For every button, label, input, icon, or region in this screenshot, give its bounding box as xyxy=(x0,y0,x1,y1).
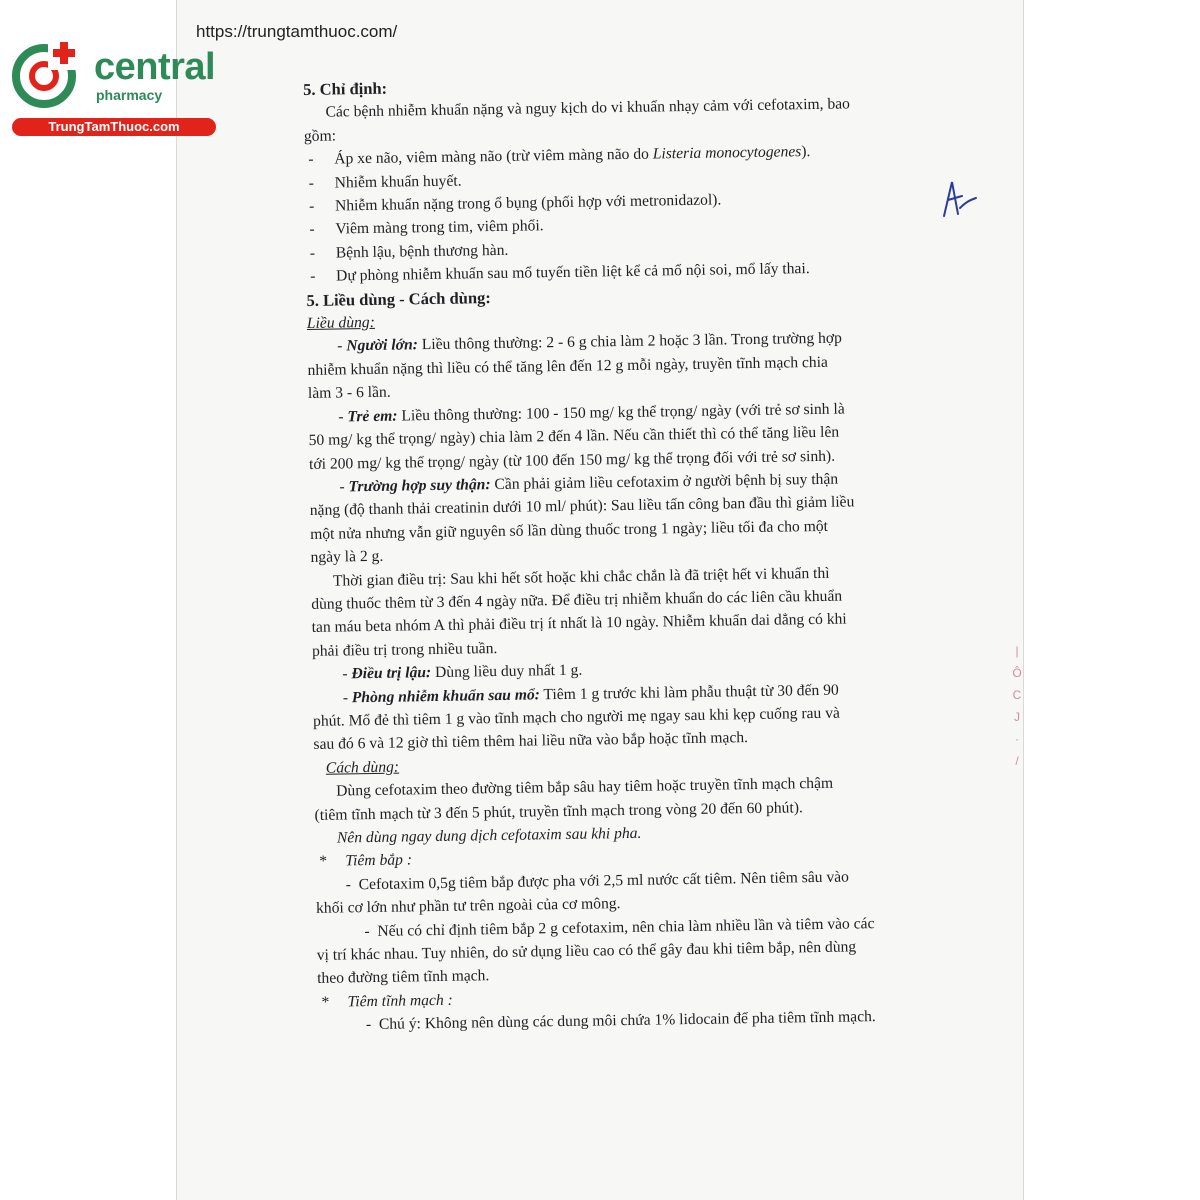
child-dose-line: tới 200 mg/ kg thể trọng/ ngày (từ 100 đến 150 mg/ kg thể trọng đối với trẻ sơ sinh). xyxy=(308,447,836,473)
usage-line: Dùng cefotaxim theo đường tiêm bắp sâu hay tiêm hoặc truyền tĩnh mạch chậm xyxy=(336,774,834,800)
brand-logo[interactable] xyxy=(8,36,218,136)
renal-dose-line: ngày là 2 g. xyxy=(310,547,384,567)
left-margin xyxy=(0,0,176,1200)
iv-line: - Chú ý: Không nên dùng các dung môi chứa 1% lidocain để pha tiêm tĩnh mạch. xyxy=(365,1008,876,1034)
indication-item: - Bệnh lậu, bệnh thương hàn. xyxy=(309,241,509,262)
im-subheading: * Tiêm bắp : xyxy=(319,851,413,871)
child-dose-line: 50 mg/ kg thể trọng/ ngày) chia làm 2 đến 4 lần. Nếu cần thiết thì có thể tăng liều lên xyxy=(308,423,840,450)
duration-line: Thời gian điều trị: Sau khi hết sốt hoặc khi chắc chắn là đã triệt hết vi khuẩn thì xyxy=(332,564,830,590)
duration-line: tan máu beta nhóm A thì phải điều trị ít nhất là 10 ngày. Nhiễm khuẩn dai dẳng có khi xyxy=(311,610,847,637)
im-line: khối cơ lớn như phần tư trên ngoài của cơ mông. xyxy=(315,895,621,918)
logo-subtitle: pharmacy xyxy=(96,87,163,103)
signature-mark xyxy=(940,178,980,220)
iv-subheading: * Tiêm tĩnh mạch : xyxy=(321,991,453,1011)
child-dose-line: - Trẻ em: Liều thông thường: 100 - 150 mg/ kg thể trọng/ ngày (với trẻ sơ sinh là xyxy=(338,400,845,426)
indication-intro-line: Các bệnh nhiễm khuẩn nặng và nguy kịch do vi khuẩn nhạy cảm với cefotaxim, bao xyxy=(325,95,851,122)
renal-dose-line: - Trường hợp suy thận: Cần phải giảm liều cefotaxim ở người bệnh bị suy thận xyxy=(339,470,839,496)
im-line: - Cefotaxim 0,5g tiêm bắp được pha với 2,5 ml nước cất tiêm. Nên tiêm sâu vào xyxy=(345,868,850,894)
source-url[interactable]: https://trungtamthuoc.com/ xyxy=(196,22,398,41)
adult-dose-line: - Người lớn: Liều thông thường: 2 - 6 g chia làm 2 hoặc 3 lần. Trong trường hợp xyxy=(337,330,843,355)
prophylaxis-line: - Phòng nhiễm khuẩn sau mổ: Tiêm 1 g trước khi làm phẫu thuật từ 30 đến 90 xyxy=(342,681,839,707)
im-line: theo đường tiêm tĩnh mạch. xyxy=(317,967,490,988)
prophylaxis-line: sau đó 6 và 12 giờ thì tiêm thêm hai liều nữa vào bắp hoặc tĩnh mạch. xyxy=(313,729,749,754)
renal-dose-line: nặng (độ thanh thải creatinin dưới 10 ml/ phút): Sau liều tấn công ban đầu thì giảm liều xyxy=(309,493,855,520)
prophylaxis-line: phút. Mổ đẻ thì tiêm 1 g vào tĩnh mạch cho người mẹ ngay sau khi kẹp cuống rau và xyxy=(312,704,841,730)
renal-dose-line: một nửa nhưng vẫn giữ nguyên số lần dùng thuốc trong 1 ngày; liều tối đa cho một xyxy=(310,517,829,543)
logo-wordmark: central xyxy=(94,46,216,88)
indication-item: - Nhiễm khuẩn huyết. xyxy=(308,172,462,192)
duration-line: phải điều trị trong nhiều tuần. xyxy=(311,639,498,660)
indication-heading: 5. Chỉ định: xyxy=(303,78,388,99)
adult-dose-line: làm 3 - 6 lần. xyxy=(307,383,391,403)
indication-item: - Nhiễm khuẩn nặng trong ổ bụng (phối hợp với metronidazol). xyxy=(308,191,722,215)
adult-dose-line: nhiễm khuẩn nặng thì liều có thể tăng lên đến 12 g mỗi ngày, truyền tĩnh mạch chia xyxy=(307,353,829,379)
indication-item: - Áp xe não, viêm màng não (trừ viêm màng não do Listeria monocytogenes). xyxy=(308,143,811,169)
dosage-heading: 5. Liều dùng - Cách dùng: xyxy=(306,287,491,310)
central-pharmacy-logo-icon xyxy=(8,36,88,116)
gonorrhea-dose-line: - Điều trị lậu: Dùng liều duy nhất 1 g. xyxy=(342,661,583,683)
stamp-mark: | Ô C J · / xyxy=(1012,644,1022,768)
indication-item: - Dự phòng nhiễm khuẩn sau mổ tuyến tiền liệt kể cả mổ nội soi, mổ lấy thai. xyxy=(309,260,810,286)
usage-line: (tiêm tĩnh mạch từ 3 đến 5 phút, truyền tĩnh mạch trong vòng 20 đến 60 phút). xyxy=(314,798,803,824)
usage-note: Nên dùng ngay dung dịch cefotaxim sau khi pha. xyxy=(336,824,642,847)
im-line: - Nếu có chỉ định tiêm bắp 2 g cefotaxim, nên chia làm nhiều lần và tiêm vào các xyxy=(364,914,875,940)
document-body xyxy=(303,68,958,1038)
dosage-subheading: Liều dùng: xyxy=(306,313,375,333)
logo-domain-bar: TrungTamThuoc.com xyxy=(12,118,216,136)
usage-subheading: Cách dùng: xyxy=(325,758,400,777)
right-margin xyxy=(1024,0,1200,1200)
indication-item: - Viêm màng trong tim, viêm phổi. xyxy=(309,217,544,239)
duration-line: dùng thuốc thêm từ 3 đến 4 ngày nữa. Để điều trị nhiễm khuẩn do các liên cầu khuẩn xyxy=(311,587,843,613)
im-line: vị trí khác nhau. Tuy nhiên, do sử dụng liều cao có thể gây đau khi tiêm bắp, nên dùng xyxy=(316,938,857,964)
indication-intro-line: gồm: xyxy=(303,127,337,145)
